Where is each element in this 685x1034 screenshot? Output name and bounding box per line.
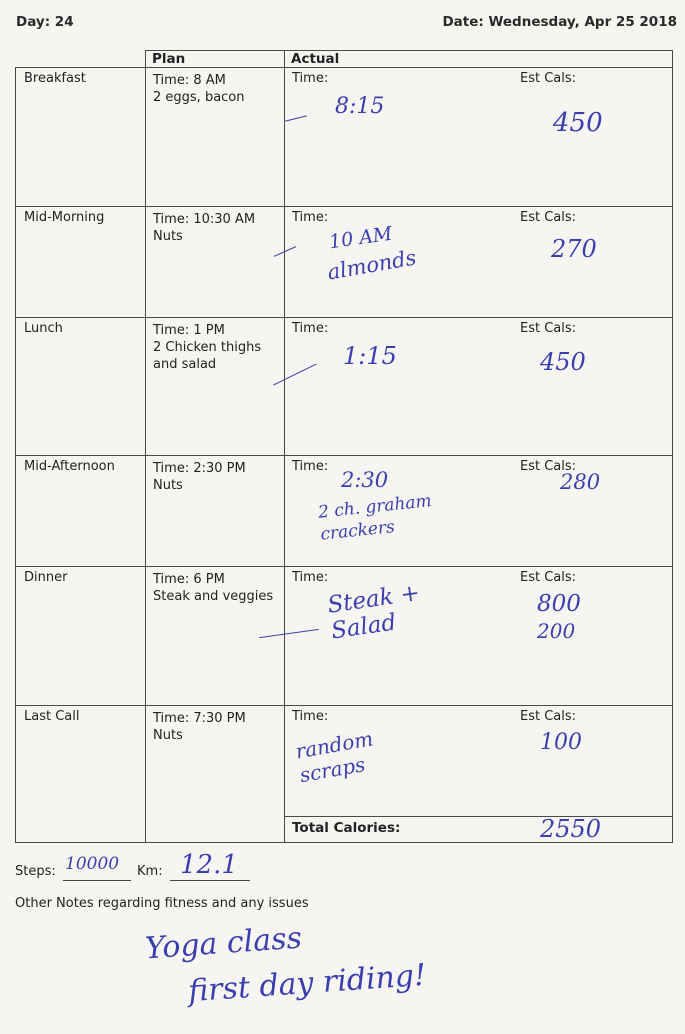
total-calories-cell — [285, 817, 673, 843]
meal-name: Breakfast — [16, 68, 146, 207]
actual-time-label: Time: — [292, 210, 329, 225]
check-mark-icon — [285, 115, 307, 121]
plan-description: 2 Chicken thighs and salad — [153, 340, 262, 372]
actual-time-handwritten: 1:15 — [343, 342, 397, 370]
plan-cell — [146, 706, 285, 843]
plan-time: Time: 10:30 AM — [153, 212, 256, 227]
actual-cell — [285, 318, 673, 456]
meal-row-dinner — [16, 567, 673, 706]
plan-time: Time: 1 PM — [153, 323, 225, 338]
date-label: Date: Wednesday, Apr 25 2018 — [442, 14, 677, 30]
actual-cell — [285, 567, 673, 706]
meal-name: Lunch — [16, 318, 146, 456]
est-cals-label: Est Cals: — [520, 321, 577, 336]
actual-cell — [285, 456, 673, 567]
meal-row-mid-morning — [16, 207, 673, 318]
est-cals-label: Est Cals: — [520, 459, 577, 474]
plan-description: Nuts — [153, 478, 183, 493]
notes-handwritten-line-2: first day riding! — [187, 957, 428, 1010]
notes-handwritten-line-1: Yoga class — [143, 920, 303, 967]
actual-food-handwritten: random scraps — [293, 726, 375, 788]
plan-description: 2 eggs, bacon — [153, 90, 245, 105]
km-label: Km: — [137, 864, 163, 879]
plan-cell — [146, 318, 285, 456]
meal-name: Dinner — [16, 567, 146, 706]
est-cals-handwritten: 450 — [553, 108, 603, 138]
meal-row-breakfast — [16, 68, 673, 207]
actual-cell — [285, 207, 673, 318]
actual-food-handwritten: 2 ch. graham crackers — [317, 491, 433, 545]
est-cals-handwritten: 800 — [537, 591, 581, 617]
plan-cell — [146, 456, 285, 567]
total-calories-handwritten: 2550 — [540, 815, 602, 843]
actual-time-handwritten: 10 AM — [327, 222, 394, 254]
meal-row-lunch — [16, 318, 673, 456]
steps-label: Steps: — [15, 864, 56, 879]
plan-time: Time: 8 AM — [153, 73, 226, 88]
meal-name: Mid-Afternoon — [16, 456, 146, 567]
est-cals-handwritten: 280 — [560, 470, 601, 494]
actual-food-handwritten: Steak + Salad — [325, 579, 422, 645]
actual-column-header: Actual — [285, 51, 673, 68]
est-cals-handwritten-2: 200 — [537, 619, 576, 643]
meal-row-mid-afternoon — [16, 456, 673, 567]
actual-time-label: Time: — [292, 71, 329, 86]
actual-time-label: Time: — [292, 570, 329, 585]
plan-cell — [146, 207, 285, 318]
actual-cell — [285, 706, 673, 817]
steps-line — [63, 880, 131, 881]
plan-description: Nuts — [153, 728, 183, 743]
meal-name: Last Call — [16, 706, 146, 843]
plan-description: Steak and veggies — [153, 589, 274, 604]
meal-name: Mid-Morning — [16, 207, 146, 318]
est-cals-handwritten: 100 — [540, 730, 582, 755]
notes-label: Other Notes regarding fitness and any issues — [15, 896, 309, 911]
meal-log-table — [15, 50, 673, 843]
est-cals-label: Est Cals: — [520, 570, 577, 585]
actual-time-label: Time: — [292, 321, 329, 336]
actual-time-handwritten: 2:30 — [341, 468, 389, 492]
est-cals-label: Est Cals: — [520, 709, 577, 724]
km-line — [170, 880, 250, 881]
plan-time: Time: 7:30 PM — [153, 711, 246, 726]
plan-column-header: Plan — [146, 51, 285, 68]
est-cals-handwritten: 270 — [551, 235, 597, 263]
column-header-row — [16, 51, 673, 68]
day-number: Day: 24 — [16, 14, 74, 30]
page-header — [16, 14, 677, 34]
plan-description: Nuts — [153, 229, 183, 244]
est-cals-handwritten: 450 — [540, 348, 586, 376]
est-cals-label: Est Cals: — [520, 210, 577, 225]
actual-time-label: Time: — [292, 459, 329, 474]
total-calories-label: Total Calories: — [292, 820, 401, 836]
actual-food-handwritten: almonds — [325, 245, 418, 285]
steps-km-row — [15, 850, 415, 888]
plan-cell — [146, 68, 285, 207]
actual-time-label: Time: — [292, 709, 329, 724]
blank-header-cell — [16, 51, 146, 68]
plan-time: Time: 6 PM — [153, 572, 225, 587]
plan-time: Time: 2:30 PM — [153, 461, 246, 476]
km-handwritten: 12.1 — [180, 850, 238, 880]
actual-cell — [285, 68, 673, 207]
meal-row-last-call — [16, 706, 673, 817]
steps-handwritten: 10000 — [65, 854, 120, 874]
actual-time-handwritten: 8:15 — [335, 94, 385, 119]
est-cals-label: Est Cals: — [520, 71, 577, 86]
